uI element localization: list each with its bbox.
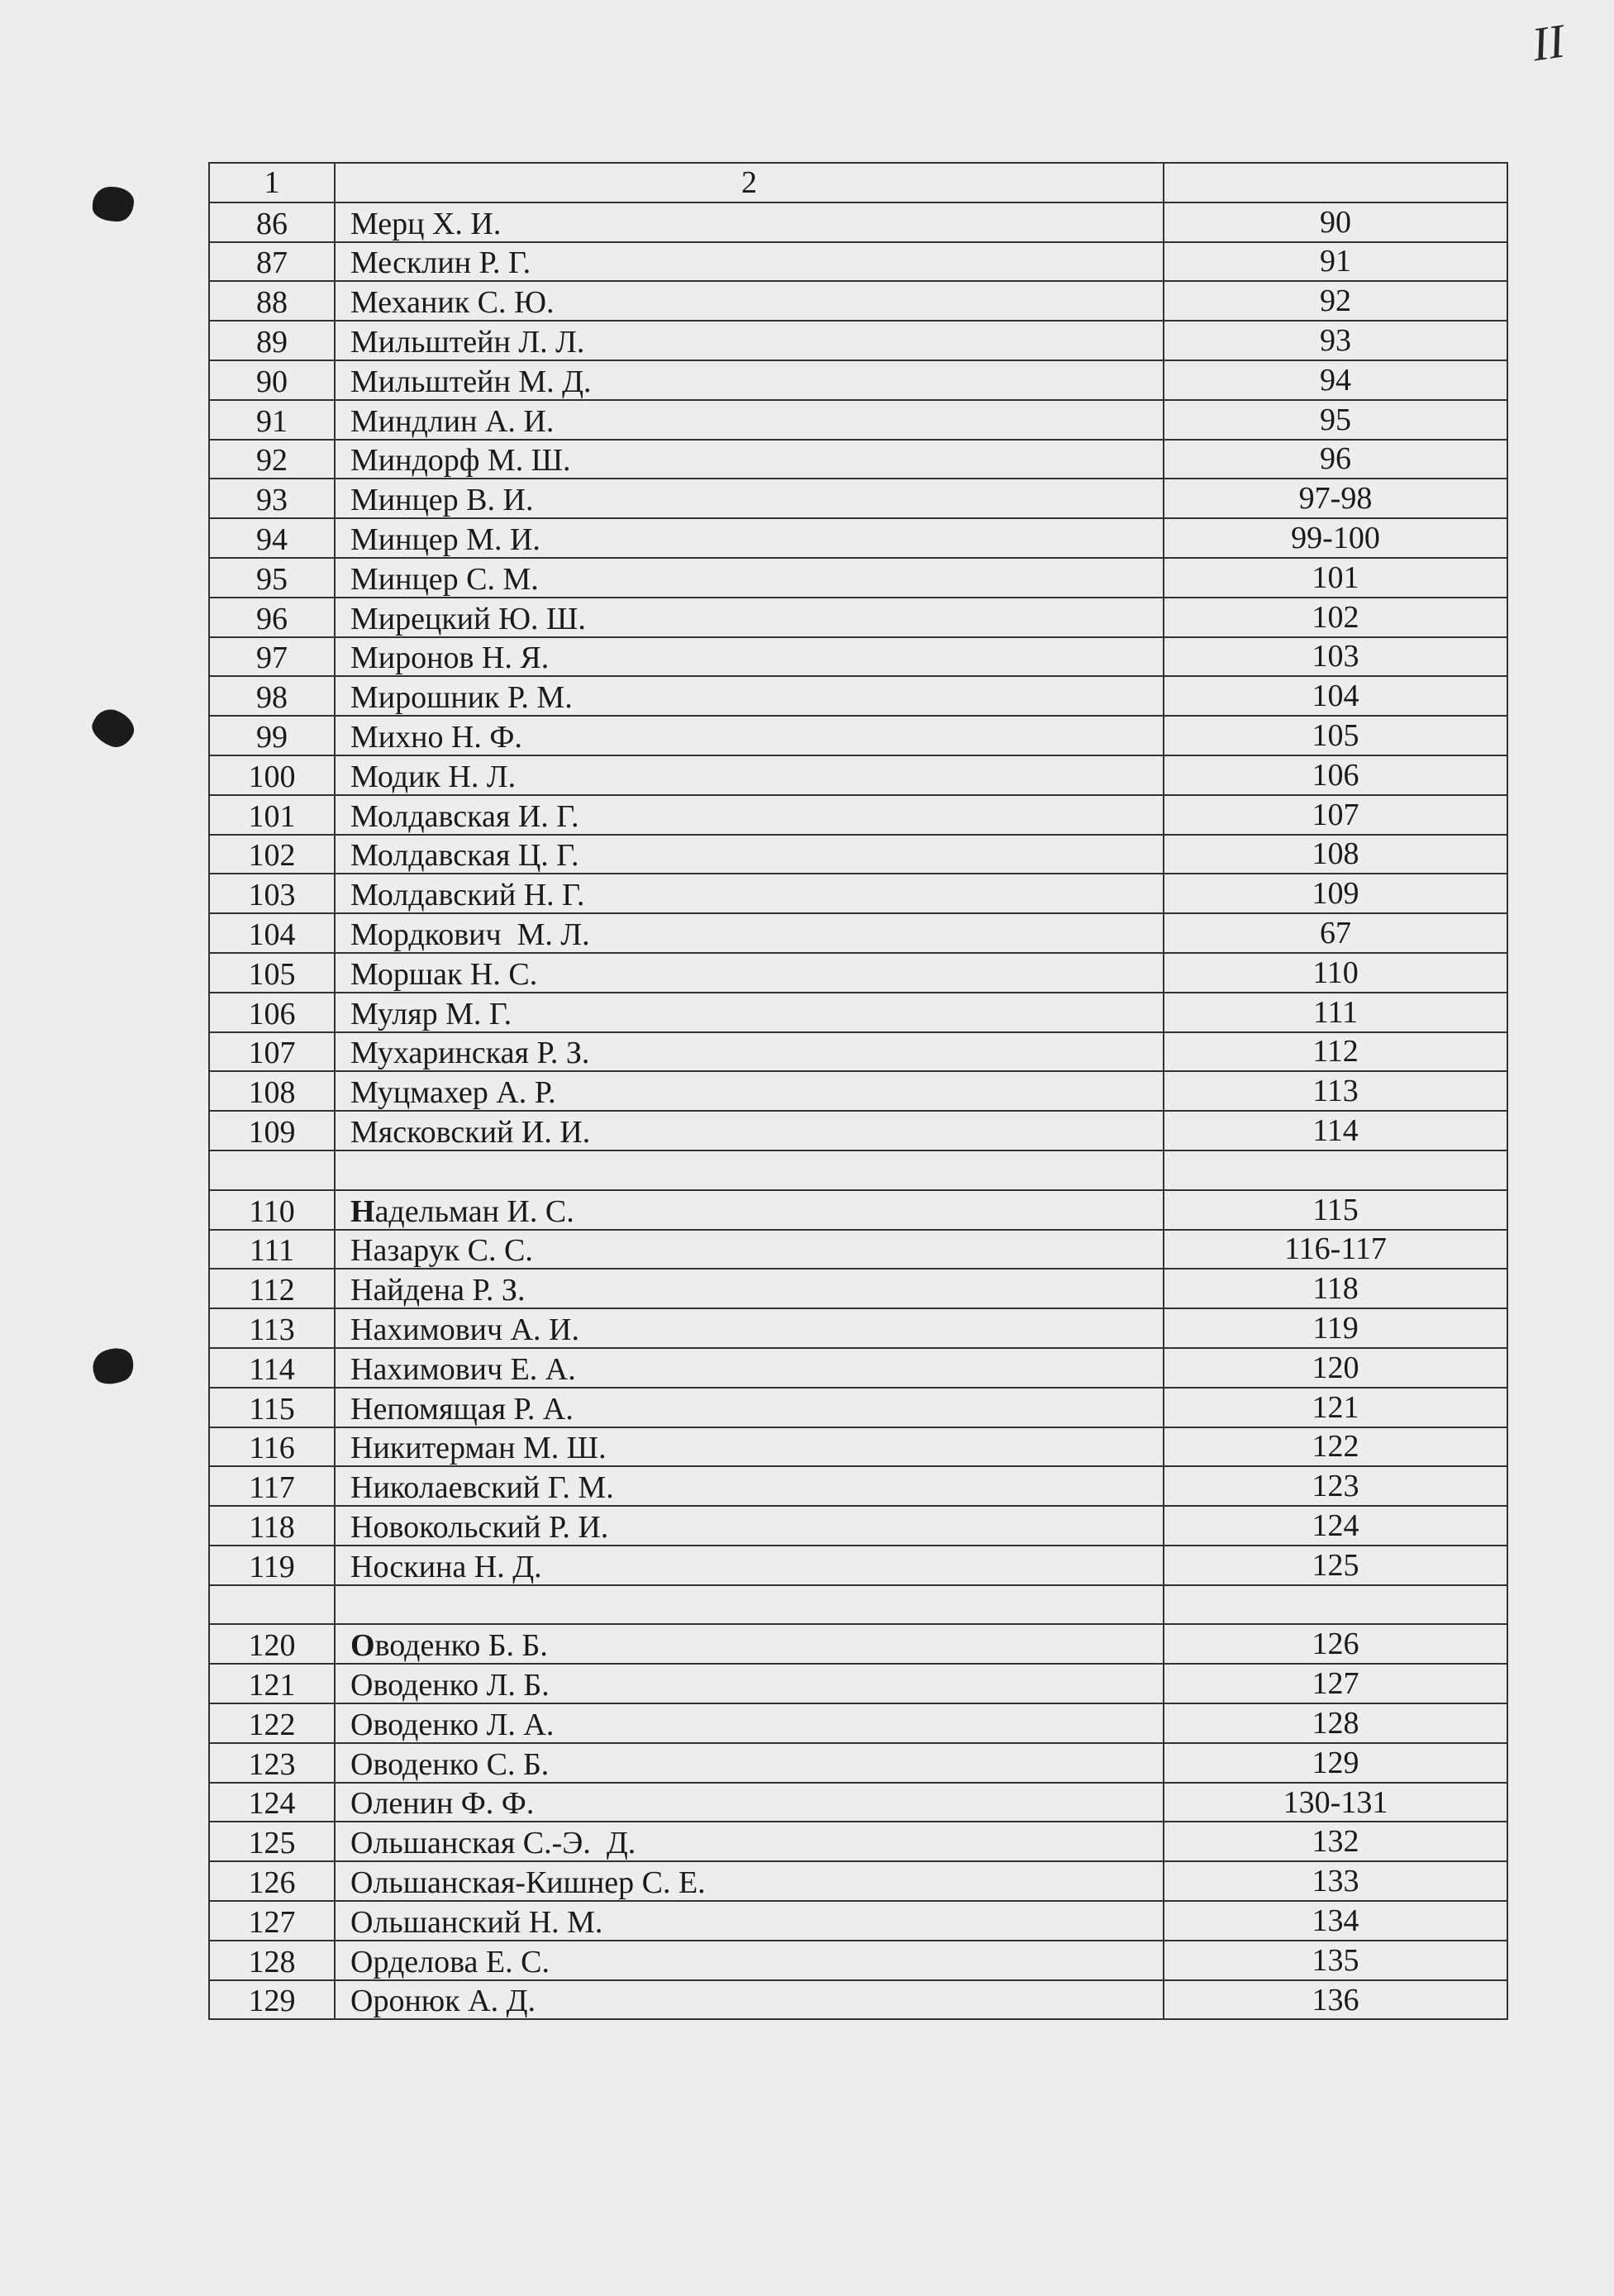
row-number: 88 (209, 281, 335, 321)
table-row (209, 1348, 1507, 1388)
row-number: 122 (209, 1703, 335, 1743)
row-number: 128 (209, 1941, 335, 1980)
person-name: Ольшанская С.-Э. Д. (335, 1822, 1164, 1861)
sheet-number: 119 (1164, 1308, 1507, 1348)
sheet-number: 103 (1164, 637, 1507, 677)
table-row (209, 1901, 1507, 1941)
sheet-number: 107 (1164, 795, 1507, 835)
row-number: 126 (209, 1861, 335, 1901)
row-number: 90 (209, 360, 335, 400)
table-row (209, 1546, 1507, 1585)
row-number: 93 (209, 479, 335, 518)
table-row (209, 1230, 1507, 1269)
sheet-number: 95 (1164, 400, 1507, 440)
sheet-number: 123 (1164, 1466, 1507, 1506)
page-number-mark: II (1529, 13, 1569, 72)
person-name: Нахимович Е. А. (335, 1348, 1164, 1388)
person-name: Минцер М. И. (335, 518, 1164, 558)
person-name: Модик Н. Л. (335, 755, 1164, 795)
row-number: 96 (209, 598, 335, 637)
table-row (209, 1585, 1507, 1625)
row-number: 100 (209, 755, 335, 795)
sheet-number: 112 (1164, 1032, 1507, 1072)
name-initial-letter: О (350, 1628, 375, 1664)
person-name: Мильштейн М. Д. (335, 360, 1164, 400)
row-number: 102 (209, 835, 335, 874)
person-name (335, 1190, 1164, 1230)
sheet-number: 134 (1164, 1901, 1507, 1941)
sheet-number: 118 (1164, 1269, 1507, 1308)
person-name (335, 1150, 1164, 1190)
sheet-number: 102 (1164, 598, 1507, 637)
person-name: Мерц Х. И. (335, 202, 1164, 242)
table-row (209, 479, 1507, 518)
person-name: Найдена Р. З. (335, 1269, 1164, 1308)
sheet-number: 90 (1164, 202, 1507, 242)
person-name: Нахимович А. И. (335, 1308, 1164, 1348)
person-name: Непомящая Р. А. (335, 1388, 1164, 1427)
person-name: Механик С. Ю. (335, 281, 1164, 321)
sheet-number: 136 (1164, 1980, 1507, 2020)
table-row (209, 1980, 1507, 2020)
person-name: Оводенко Л. А. (335, 1703, 1164, 1743)
sheet-number: 116-117 (1164, 1230, 1507, 1269)
person-name: Мордкович М. Л. (335, 913, 1164, 953)
person-name: Ольшанская-Кишнер С. Е. (335, 1861, 1164, 1901)
table-row (209, 1111, 1507, 1150)
row-number: 125 (209, 1822, 335, 1861)
row-number: 94 (209, 518, 335, 558)
row-number: 97 (209, 637, 335, 677)
person-name: Оводенко С. Б. (335, 1743, 1164, 1783)
person-name: Мухаринская Р. З. (335, 1032, 1164, 1072)
sheet-number: 127 (1164, 1664, 1507, 1703)
row-number: 127 (209, 1901, 335, 1941)
table-row (209, 835, 1507, 874)
row-number: 109 (209, 1111, 335, 1150)
person-name: Муцмахер А. Р. (335, 1071, 1164, 1111)
sheet-number: 132 (1164, 1822, 1507, 1861)
person-name: Мясковский И. И. (335, 1111, 1164, 1150)
table-row (209, 1743, 1507, 1783)
sheet-number: 130-131 (1164, 1783, 1507, 1822)
table-row (209, 1703, 1507, 1743)
table-row (209, 1822, 1507, 1861)
row-number: 111 (209, 1230, 335, 1269)
name-initial-letter: Н (350, 1193, 375, 1229)
sheet-number: 91 (1164, 242, 1507, 282)
person-name: Николаевский Г. М. (335, 1466, 1164, 1506)
person-name: Мильштейн Л. Л. (335, 321, 1164, 360)
row-number: 89 (209, 321, 335, 360)
sheet-number: 92 (1164, 281, 1507, 321)
row-number: 115 (209, 1388, 335, 1427)
table-row (209, 281, 1507, 321)
row-number (209, 1585, 335, 1625)
table-row (209, 1506, 1507, 1546)
row-number: 86 (209, 202, 335, 242)
person-name: Месклин Р. Г. (335, 242, 1164, 282)
sheet-number: 96 (1164, 440, 1507, 479)
name-rest: адельман И. С. (374, 1193, 574, 1229)
table-row (209, 1190, 1507, 1230)
sheet-number: 97-98 (1164, 479, 1507, 518)
table-row (209, 1071, 1507, 1111)
row-number: 98 (209, 676, 335, 716)
row-number: 119 (209, 1546, 335, 1585)
sheet-number: 94 (1164, 360, 1507, 400)
row-number: 123 (209, 1743, 335, 1783)
person-name: Михно Н. Ф. (335, 716, 1164, 755)
table-row (209, 993, 1507, 1032)
punch-hole (93, 187, 134, 222)
table-row (209, 321, 1507, 360)
person-name: Орделова Е. С. (335, 1941, 1164, 1980)
table-row (209, 400, 1507, 440)
person-name: Оводенко Л. Б. (335, 1664, 1164, 1703)
person-name: Оленин Ф. Ф. (335, 1783, 1164, 1822)
table-row (209, 1664, 1507, 1703)
table-row (209, 1388, 1507, 1427)
row-number: 112 (209, 1269, 335, 1308)
sheet-number: 133 (1164, 1861, 1507, 1901)
row-number: 92 (209, 440, 335, 479)
row-number: 91 (209, 400, 335, 440)
row-number: 101 (209, 795, 335, 835)
row-number: 99 (209, 716, 335, 755)
table-row (209, 795, 1507, 835)
sheet-number: 106 (1164, 755, 1507, 795)
table-row (209, 755, 1507, 795)
person-name: Никитерман М. Ш. (335, 1427, 1164, 1467)
person-name: Минцер С. М. (335, 558, 1164, 598)
person-name: Новокольский Р. И. (335, 1506, 1164, 1546)
row-number: 117 (209, 1466, 335, 1506)
table-row (209, 202, 1507, 242)
table-row (209, 1624, 1507, 1664)
table-row (209, 913, 1507, 953)
header-col-3 (1164, 163, 1507, 202)
row-number: 118 (209, 1506, 335, 1546)
sheet-number: 113 (1164, 1071, 1507, 1111)
sheet-number: 115 (1164, 1190, 1507, 1230)
sheet-number: 104 (1164, 676, 1507, 716)
sheet-number: 67 (1164, 913, 1507, 953)
table-row (209, 1150, 1507, 1190)
punch-hole (88, 1343, 138, 1390)
row-number: 95 (209, 558, 335, 598)
row-number: 105 (209, 953, 335, 993)
sheet-number: 126 (1164, 1624, 1507, 1664)
name-rest: воденко Б. Б. (374, 1628, 548, 1664)
header-col-2: 2 (335, 163, 1164, 202)
sheet-number (1164, 1150, 1507, 1190)
person-name: Молдавская И. Г. (335, 795, 1164, 835)
table-row (209, 1861, 1507, 1901)
row-number: 116 (209, 1427, 335, 1467)
table-row (209, 716, 1507, 755)
sheet-number: 124 (1164, 1506, 1507, 1546)
sheet-number: 128 (1164, 1703, 1507, 1743)
person-name: Миндлин А. И. (335, 400, 1164, 440)
person-name: Мирошник Р. М. (335, 676, 1164, 716)
table-row (209, 1466, 1507, 1506)
row-number: 108 (209, 1071, 335, 1111)
table-row (209, 1308, 1507, 1348)
table-header-row (209, 163, 1507, 202)
index-table (208, 162, 1508, 2020)
punch-hole (87, 703, 139, 752)
row-number: 121 (209, 1664, 335, 1703)
row-number (209, 1150, 335, 1190)
sheet-number: 105 (1164, 716, 1507, 755)
table-row (209, 598, 1507, 637)
table-row (209, 242, 1507, 282)
person-name: Муляр М. Г. (335, 993, 1164, 1032)
table-body (209, 202, 1507, 2020)
person-name (335, 1585, 1164, 1625)
table-row (209, 874, 1507, 913)
person-name: Ольшанский Н. М. (335, 1901, 1164, 1941)
row-number: 106 (209, 993, 335, 1032)
sheet-number: 109 (1164, 874, 1507, 913)
sheet-number: 114 (1164, 1111, 1507, 1150)
row-number: 110 (209, 1190, 335, 1230)
sheet-number: 120 (1164, 1348, 1507, 1388)
table-row (209, 1783, 1507, 1822)
table-row (209, 1941, 1507, 1980)
table-row (209, 1032, 1507, 1072)
row-number: 114 (209, 1348, 335, 1388)
sheet-number: 122 (1164, 1427, 1507, 1467)
row-number: 103 (209, 874, 335, 913)
sheet-number: 110 (1164, 953, 1507, 993)
person-name: Мирецкий Ю. Ш. (335, 598, 1164, 637)
table-row (209, 1427, 1507, 1467)
row-number: 113 (209, 1308, 335, 1348)
header-col-1: 1 (209, 163, 335, 202)
person-name: Миндорф М. Ш. (335, 440, 1164, 479)
person-name: Моршак Н. С. (335, 953, 1164, 993)
sheet-number (1164, 1585, 1507, 1625)
table-row (209, 953, 1507, 993)
table-row (209, 440, 1507, 479)
table-row (209, 518, 1507, 558)
table-row (209, 637, 1507, 677)
person-name: Оронюк А. Д. (335, 1980, 1164, 2020)
sheet-number: 129 (1164, 1743, 1507, 1783)
row-number: 104 (209, 913, 335, 953)
table-row (209, 558, 1507, 598)
sheet-number: 101 (1164, 558, 1507, 598)
person-name: Минцер В. И. (335, 479, 1164, 518)
sheet-number: 93 (1164, 321, 1507, 360)
sheet-number: 99-100 (1164, 518, 1507, 558)
row-number: 124 (209, 1783, 335, 1822)
table-row (209, 1269, 1507, 1308)
sheet-number: 121 (1164, 1388, 1507, 1427)
table-row (209, 360, 1507, 400)
sheet-number: 125 (1164, 1546, 1507, 1585)
sheet-number: 135 (1164, 1941, 1507, 1980)
row-number: 107 (209, 1032, 335, 1072)
person-name: Молдавский Н. Г. (335, 874, 1164, 913)
sheet-number: 108 (1164, 835, 1507, 874)
row-number: 87 (209, 242, 335, 282)
row-number: 129 (209, 1980, 335, 2020)
sheet-number: 111 (1164, 993, 1507, 1032)
person-name: Назарук С. С. (335, 1230, 1164, 1269)
person-name: Молдавская Ц. Г. (335, 835, 1164, 874)
table-row (209, 676, 1507, 716)
person-name: Миронов Н. Я. (335, 637, 1164, 677)
person-name (335, 1624, 1164, 1664)
person-name: Носкина Н. Д. (335, 1546, 1164, 1585)
row-number: 120 (209, 1624, 335, 1664)
